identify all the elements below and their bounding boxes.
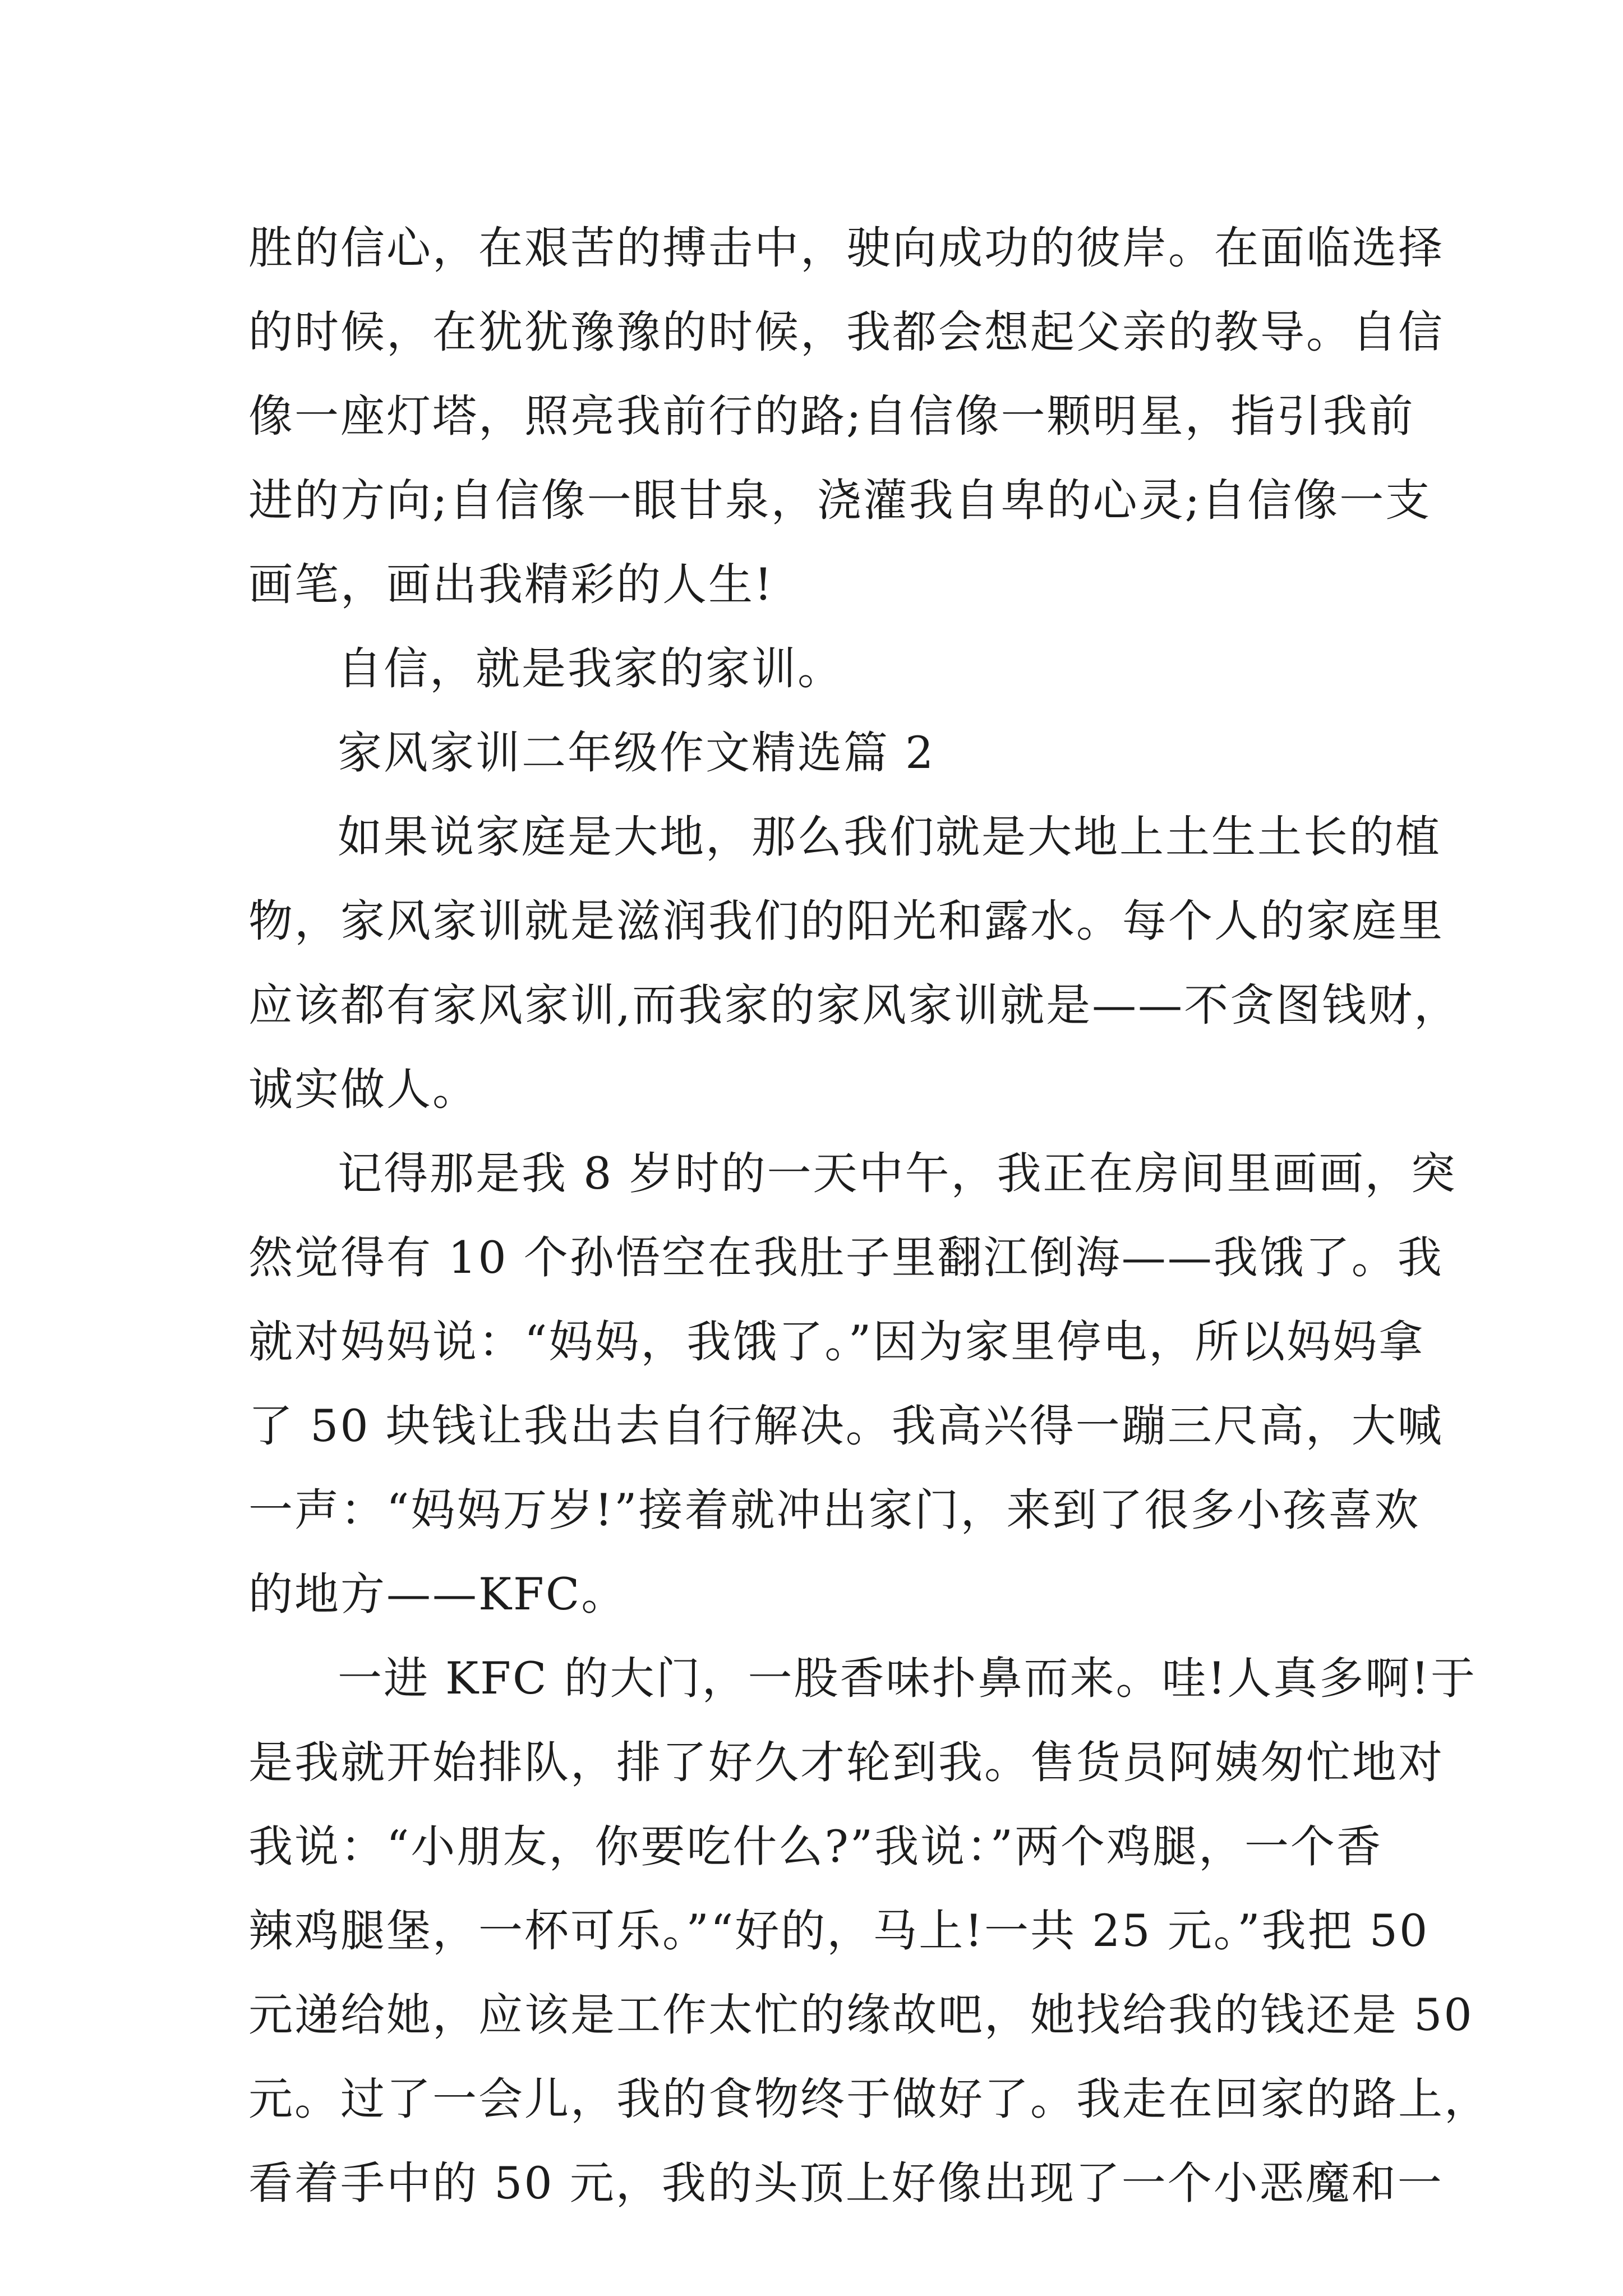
body-line: 是我就开始排队，排了好久才轮到我。售货员阿姨匆忙地对 (248, 1737, 1444, 1788)
body-line: 胜的信心，在艰苦的搏击中，驶向成功的彼岸。在面临选择 (248, 222, 1444, 274)
body-line: 记得那是我 8 岁时的一天中午，我正在房间里画画，突 (338, 1148, 1457, 1199)
body-line: 辣鸡腿堡，一杯可乐。”“好的，马上!一共 25 元。”我把 50 (248, 1905, 1430, 1957)
body-line: 应该都有家风家训,而我家的家风家训就是——不贪图钱财， (248, 979, 1460, 1031)
body-line: 元。过了一会儿，我的食物终于做好了。我走在回家的路上， (248, 2073, 1490, 2125)
body-line: 一声：“妈妈万岁!”接着就冲出家门，来到了很多小孩喜欢 (248, 1484, 1421, 1536)
body-line: 了 50 块钱让我出去自行解决。我高兴得一蹦三尺高，大喊 (248, 1400, 1444, 1452)
body-line: 看着手中的 50 元，我的头顶上好像出现了一个小恶魔和一 (248, 2157, 1444, 2209)
body-line: 像一座灯塔，照亮我前行的路;自信像一颗明星，指引我前 (248, 390, 1415, 442)
section-title: 家风家训二年级作文精选篇 2 (338, 727, 935, 779)
body-line: 诚实做人。 (248, 1064, 478, 1115)
closing-line: 自信，就是我家的家训。 (338, 643, 843, 694)
body-line: 就对妈妈说：“妈妈，我饿了。”因为家里停电，所以妈妈拿 (248, 1316, 1425, 1368)
body-line: 元递给她，应该是工作太忙的缘故吧，她找给我的钱还是 50 (248, 1989, 1474, 2041)
body-line: 进的方向;自信像一眼甘泉，浇灌我自卑的心灵;自信像一支 (248, 475, 1432, 526)
body-line: 如果说家庭是大地，那么我们就是大地上土生土长的植 (338, 811, 1441, 863)
body-line: 的地方——KFC。 (248, 1568, 628, 1620)
body-line: 我说：“小朋友，你要吃什么?”我说：”两个鸡腿，一个香 (248, 1821, 1383, 1872)
body-line: 画笔，画出我精彩的人生! (248, 559, 774, 610)
body-line: 的时候，在犹犹豫豫的时候，我都会想起父亲的教导。自信 (248, 306, 1444, 358)
body-line: 一进 KFC 的大门，一股香味扑鼻而来。哇!人真多啊!于 (338, 1653, 1477, 1704)
body-line: 然觉得有 10 个孙悟空在我肚子里翻江倒海——我饿了。我 (248, 1232, 1444, 1283)
body-line: 物，家风家训就是滋润我们的阳光和露水。每个人的家庭里 (248, 895, 1444, 947)
